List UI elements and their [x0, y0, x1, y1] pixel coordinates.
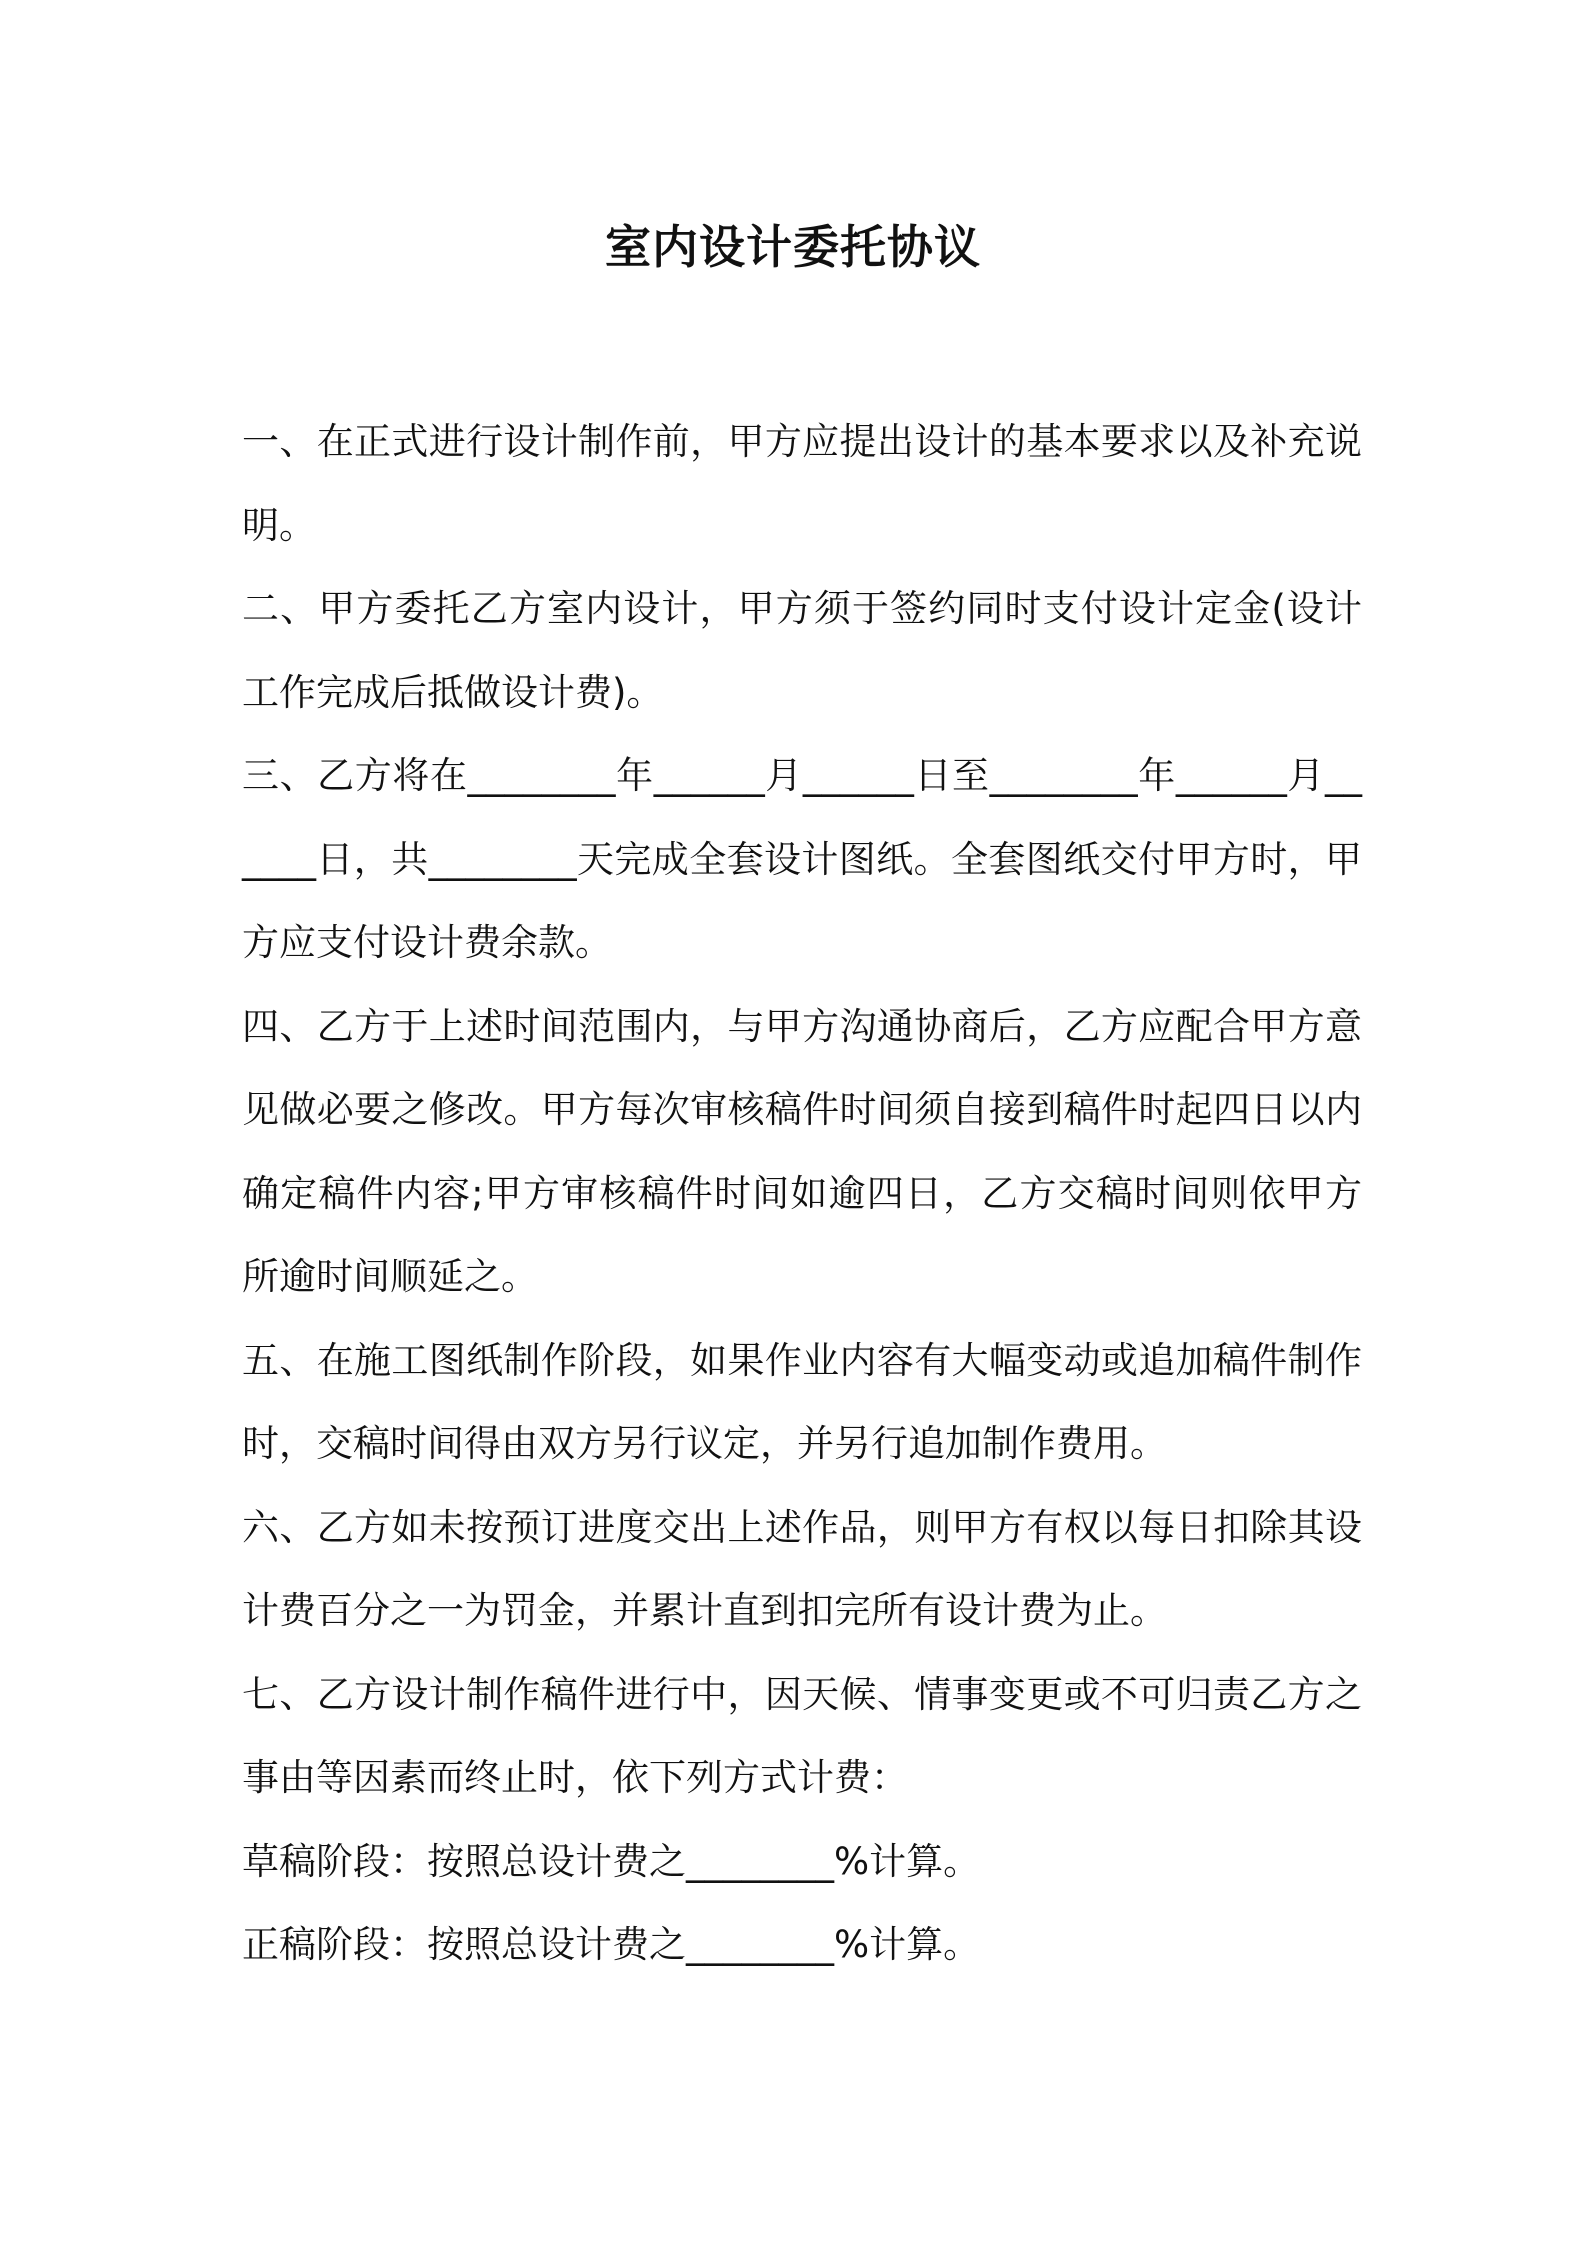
- clause-2: 二、甲方委托乙方室内设计，甲方须于签约同时支付设计定金(设计工作完成后抵做设计费)。: [242, 587, 1362, 714]
- final-stage-fee: 正稿阶段：按照总设计费之________%计算。: [242, 1923, 981, 1966]
- document-title: 室内设计委托协议: [605, 220, 981, 274]
- clause-3: 三、乙方将在________年______月______日至________年______月______日，共________天完成全套设计图纸。全套图纸交付甲方时，甲方应支付设计费余款。: [242, 754, 1362, 964]
- clause-5: 五、在施工图纸制作阶段，如果作业内容有大幅变动或追加稿件制作时，交稿时间得由双方另行议定，并另行追加制作费用。: [242, 1338, 1362, 1465]
- draft-stage-fee: 草稿阶段：按照总设计费之________%计算。: [242, 1839, 981, 1883]
- clause-4: 四、乙方于上述时间范围内，与甲方沟通协商后，乙方应配合甲方意见做必要之修改。甲方每次审核稿件时间须自接到稿件时起四日以内确定稿件内容;甲方审核稿件时间如逾四日，乙方交稿时间则依甲方所逾时间顺延之。: [242, 1004, 1362, 1298]
- clause-6: 六、乙方如未按预订进度交出上述作品，则甲方有权以每日扣除其设计费百分之一为罚金，并累计直到扣完所有设计费为止。: [242, 1505, 1362, 1632]
- clause-7: 七、乙方设计制作稿件进行中，因天候、情事变更或不可归责乙方之事由等因素而终止时，依下列方式计费：: [242, 1672, 1362, 1799]
- document-body: [242, 400, 1362, 1987]
- clause-1: 一、在正式进行设计制作前，甲方应提出设计的基本要求以及补充说明。: [242, 420, 1362, 547]
